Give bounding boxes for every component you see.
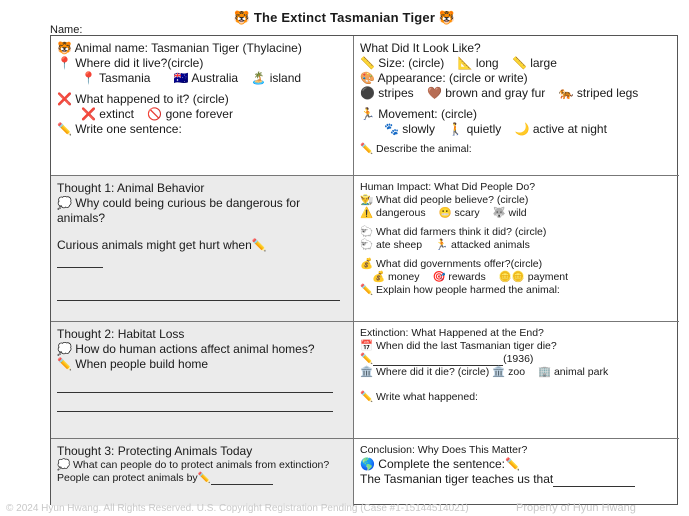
animal-info-box xyxy=(51,36,354,176)
option-zoo[interactable]: 🏛️ zoo xyxy=(492,366,526,378)
write-what-happened-prompt: ✏️ Write what happened: xyxy=(360,391,478,403)
thought-3-prompt-line xyxy=(57,472,347,485)
human-impact-box xyxy=(354,176,679,322)
appearance-box xyxy=(354,36,679,176)
thought-1-question: 💭 Why could being curious be dangerous for animals? xyxy=(57,196,301,225)
government-question: 💰 What did governments offer?(circle) xyxy=(360,258,543,270)
thought-1-heading: Thought 1: Animal Behavior xyxy=(57,181,205,195)
property-watermark: Property of Hyun Hwang xyxy=(516,502,636,514)
teaches-line xyxy=(360,472,673,487)
option-active-at-night[interactable]: 🌙 active at night xyxy=(514,122,607,136)
worksheet-title: 🐯 The Extinct Tasmanian Tiger 🐯 xyxy=(233,10,456,25)
write-sentence-prompt: ✏️ Write one sentence: xyxy=(57,122,182,136)
option-slowly[interactable]: 🐾 slowly xyxy=(384,122,435,136)
option-dangerous[interactable]: ⚠️ dangerous xyxy=(360,207,426,219)
thought-3-box xyxy=(51,439,354,506)
teaches-blank[interactable] xyxy=(553,477,635,487)
option-stripes[interactable]: ⚫ stripes xyxy=(360,86,414,100)
option-large[interactable]: 📏 large xyxy=(511,56,557,70)
farmers-options xyxy=(360,239,673,252)
option-tasmania[interactable]: 📍 Tasmania xyxy=(81,71,151,85)
thought-3-question: 💭 What can people do to protect animals from extinction? xyxy=(57,459,330,471)
year-line xyxy=(360,353,673,366)
conclusion-heading: Conclusion: Why Does This Matter? xyxy=(360,444,528,456)
thought-1-prompt: Curious animals might get hurt when✏️ xyxy=(57,238,267,252)
where-die-line xyxy=(360,366,673,379)
appearance-options xyxy=(360,86,673,101)
last-tiger-question: 📅 When did the last Tasmanian tiger die? xyxy=(360,340,557,352)
option-payment[interactable]: 🪙🪙 payment xyxy=(498,271,569,283)
human-impact-heading: Human Impact: What Did People Do? xyxy=(360,181,536,193)
thought-1-box xyxy=(51,176,354,322)
option-wild[interactable]: 🐺 wild xyxy=(492,207,527,219)
habitat-options xyxy=(57,71,347,86)
option-quietly[interactable]: 🚶 quietly xyxy=(448,122,502,136)
movement-options xyxy=(360,122,673,137)
option-australia[interactable]: 🇦🇺 Australia xyxy=(173,71,239,85)
thought-2-answer-line-2[interactable] xyxy=(57,411,333,412)
option-ate-sheep[interactable]: 🐑 ate sheep xyxy=(360,239,423,251)
size-question: 📏 Size: (circle) xyxy=(360,56,445,70)
option-brown-gray-fur[interactable]: 🤎 brown and gray fur xyxy=(426,86,546,100)
complete-sentence-prompt: 🌎 Complete the sentence:✏️ xyxy=(360,457,520,471)
movement-question: 🏃 Movement: (circle) xyxy=(360,107,477,121)
option-money[interactable]: 💰 money xyxy=(372,271,420,283)
copyright-notice: © 2024 Hyun Hwang. All Rights Reserved. U.S. Copyright Registration Pending (Case #1-15144514021) xyxy=(6,503,469,514)
where-die-question: 🏛️ Where did it die? (circle) xyxy=(360,366,490,378)
thought-2-question: 💭 How do human actions affect animal homes? xyxy=(57,342,315,356)
option-long[interactable]: 📐 long xyxy=(457,56,499,70)
teaches-prompt: The Tasmanian tiger teaches us that xyxy=(360,472,554,486)
thought-3-prompt: People can protect animals by✏️ xyxy=(57,472,211,484)
year-pencil: ✏️ xyxy=(360,353,374,365)
describe-prompt: ✏️ Describe the animal: xyxy=(360,143,472,155)
belief-question: 👨‍🌾 What did people believe? (circle) xyxy=(360,194,529,206)
thought-1-answer-line[interactable] xyxy=(57,300,340,301)
option-extinct[interactable]: ❌ extinct xyxy=(81,107,134,121)
option-animal-park[interactable]: 🏢 animal park xyxy=(537,366,609,378)
option-gone-forever[interactable]: 🚫 gone forever xyxy=(147,107,233,121)
appearance-heading: What Did It Look Like? xyxy=(360,41,481,55)
conclusion-box xyxy=(354,439,679,506)
option-island[interactable]: 🏝️ island xyxy=(251,71,302,85)
year-value: (1936) xyxy=(503,353,534,365)
farmers-question: 🐑 What did farmers think it did? (circle) xyxy=(360,226,547,238)
what-happened-question: ❌ What happened to it? (circle) xyxy=(57,92,229,106)
belief-options xyxy=(360,207,673,220)
option-attacked-animals[interactable]: 🏃 attacked animals xyxy=(435,239,530,251)
year-blank[interactable] xyxy=(373,356,503,366)
option-striped-legs[interactable]: 🐅 striped legs xyxy=(558,86,639,100)
thought-1-blank-short[interactable] xyxy=(57,253,347,268)
where-live-question: 📍 Where did it live?(circle) xyxy=(57,56,204,70)
name-label: Name: xyxy=(50,24,83,36)
size-line xyxy=(360,56,673,71)
thought-2-heading: Thought 2: Habitat Loss xyxy=(57,327,185,341)
thought-3-heading: Thought 3: Protecting Animals Today xyxy=(57,444,253,458)
extinction-heading: Extinction: What Happened at the End? xyxy=(360,327,544,339)
thought-3-blank[interactable] xyxy=(211,475,273,485)
government-options xyxy=(360,271,673,284)
option-rewards[interactable]: 🎯 rewards xyxy=(432,271,486,283)
fate-options xyxy=(57,107,347,122)
appearance-question: 🎨 Appearance: (circle or write) xyxy=(360,71,528,85)
thought-2-prompt: ✏️ When people build home xyxy=(57,357,209,371)
thought-2-box xyxy=(51,322,354,439)
option-scary[interactable]: 😬 scary xyxy=(438,207,480,219)
worksheet-grid xyxy=(50,35,678,505)
animal-name-line: 🐯 Animal name: Tasmanian Tiger (Thylacine) xyxy=(57,41,302,55)
explain-prompt: ✏️ Explain how people harmed the animal: xyxy=(360,284,560,296)
extinction-box xyxy=(354,322,679,439)
